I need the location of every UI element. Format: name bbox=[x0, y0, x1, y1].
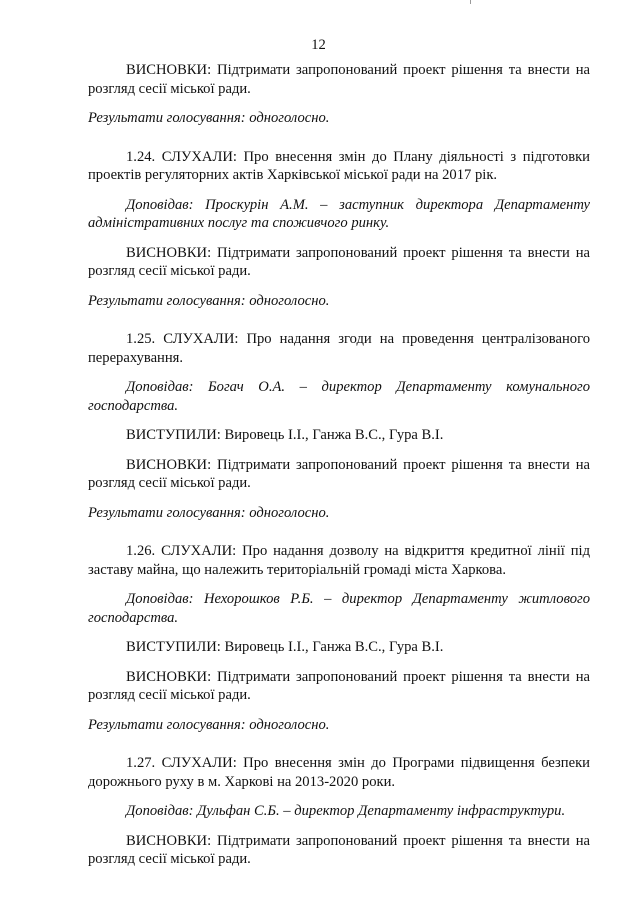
speaker-paragraph: Доповідав: Проскурін А.М. – заступник директора Департаменту адміністративних послуг та споживчого ринку. bbox=[88, 196, 590, 231]
scan-edge-mark bbox=[470, 0, 471, 4]
conclusion-paragraph: ВИСНОВКИ: Підтримати запропонований проект рішення та внести на розгляд сесії міської ради. bbox=[88, 62, 590, 97]
speaker-paragraph: Доповідав: Богач О.А. – директор Департаменту комунального господарства. bbox=[88, 379, 590, 414]
agenda-item-paragraph: 1.25. СЛУХАЛИ: Про надання згоди на проведення централізованого перерахування. bbox=[88, 331, 590, 366]
conclusion-paragraph: ВИСНОВКИ: Підтримати запропонований проект рішення та внести на розгляд сесії міської ради. bbox=[88, 668, 590, 703]
speakers-list-paragraph: ВИСТУПИЛИ: Вировець І.І., Ганжа В.С., Гура В.І. bbox=[126, 639, 444, 655]
voting-result-paragraph: Результати голосування: одноголосно. bbox=[88, 504, 330, 521]
agenda-item-paragraph: 1.27. СЛУХАЛИ: Про внесення змін до Програми підвищення безпеки дорожнього руху в м. Харкові на 2013-2020 роки. bbox=[88, 755, 590, 790]
speakers-list-paragraph: ВИСТУПИЛИ: Вировець І.І., Ганжа В.С., Гура В.І. bbox=[126, 427, 444, 443]
voting-result-paragraph: Результати голосування: одноголосно. bbox=[88, 292, 330, 309]
speaker-paragraph: Доповідав: Дульфан С.Б. – директор Департаменту інфраструктури. bbox=[126, 803, 566, 819]
agenda-item-paragraph: 1.24. СЛУХАЛИ: Про внесення змін до Плану діяльності з підготовки проектів регуляторних актів Харківської міської ради на 2017 рік. bbox=[88, 148, 590, 183]
page-number: 12 bbox=[311, 37, 326, 53]
speaker-paragraph: Доповідав: Нехорошков Р.Б. – директор Департаменту житлового господарства. bbox=[88, 591, 590, 626]
conclusion-paragraph: ВИСНОВКИ: Підтримати запропонований проект рішення та внести на розгляд сесії міської ради. bbox=[88, 244, 590, 279]
voting-result-paragraph: Результати голосування: одноголосно. bbox=[88, 716, 330, 733]
conclusion-paragraph: ВИСНОВКИ: Підтримати запропонований проект рішення та внести на розгляд сесії міської ради. bbox=[88, 832, 590, 867]
document-body bbox=[88, 61, 590, 869]
agenda-item-paragraph: 1.26. СЛУХАЛИ: Про надання дозволу на відкриття кредитної лінії під заставу майна, що належить територіальній громаді міста Харкова. bbox=[88, 543, 590, 578]
conclusion-paragraph: ВИСНОВКИ: Підтримати запропонований проект рішення та внести на розгляд сесії міської ради. bbox=[88, 456, 590, 491]
voting-result-paragraph: Результати голосування: одноголосно. bbox=[88, 110, 330, 126]
